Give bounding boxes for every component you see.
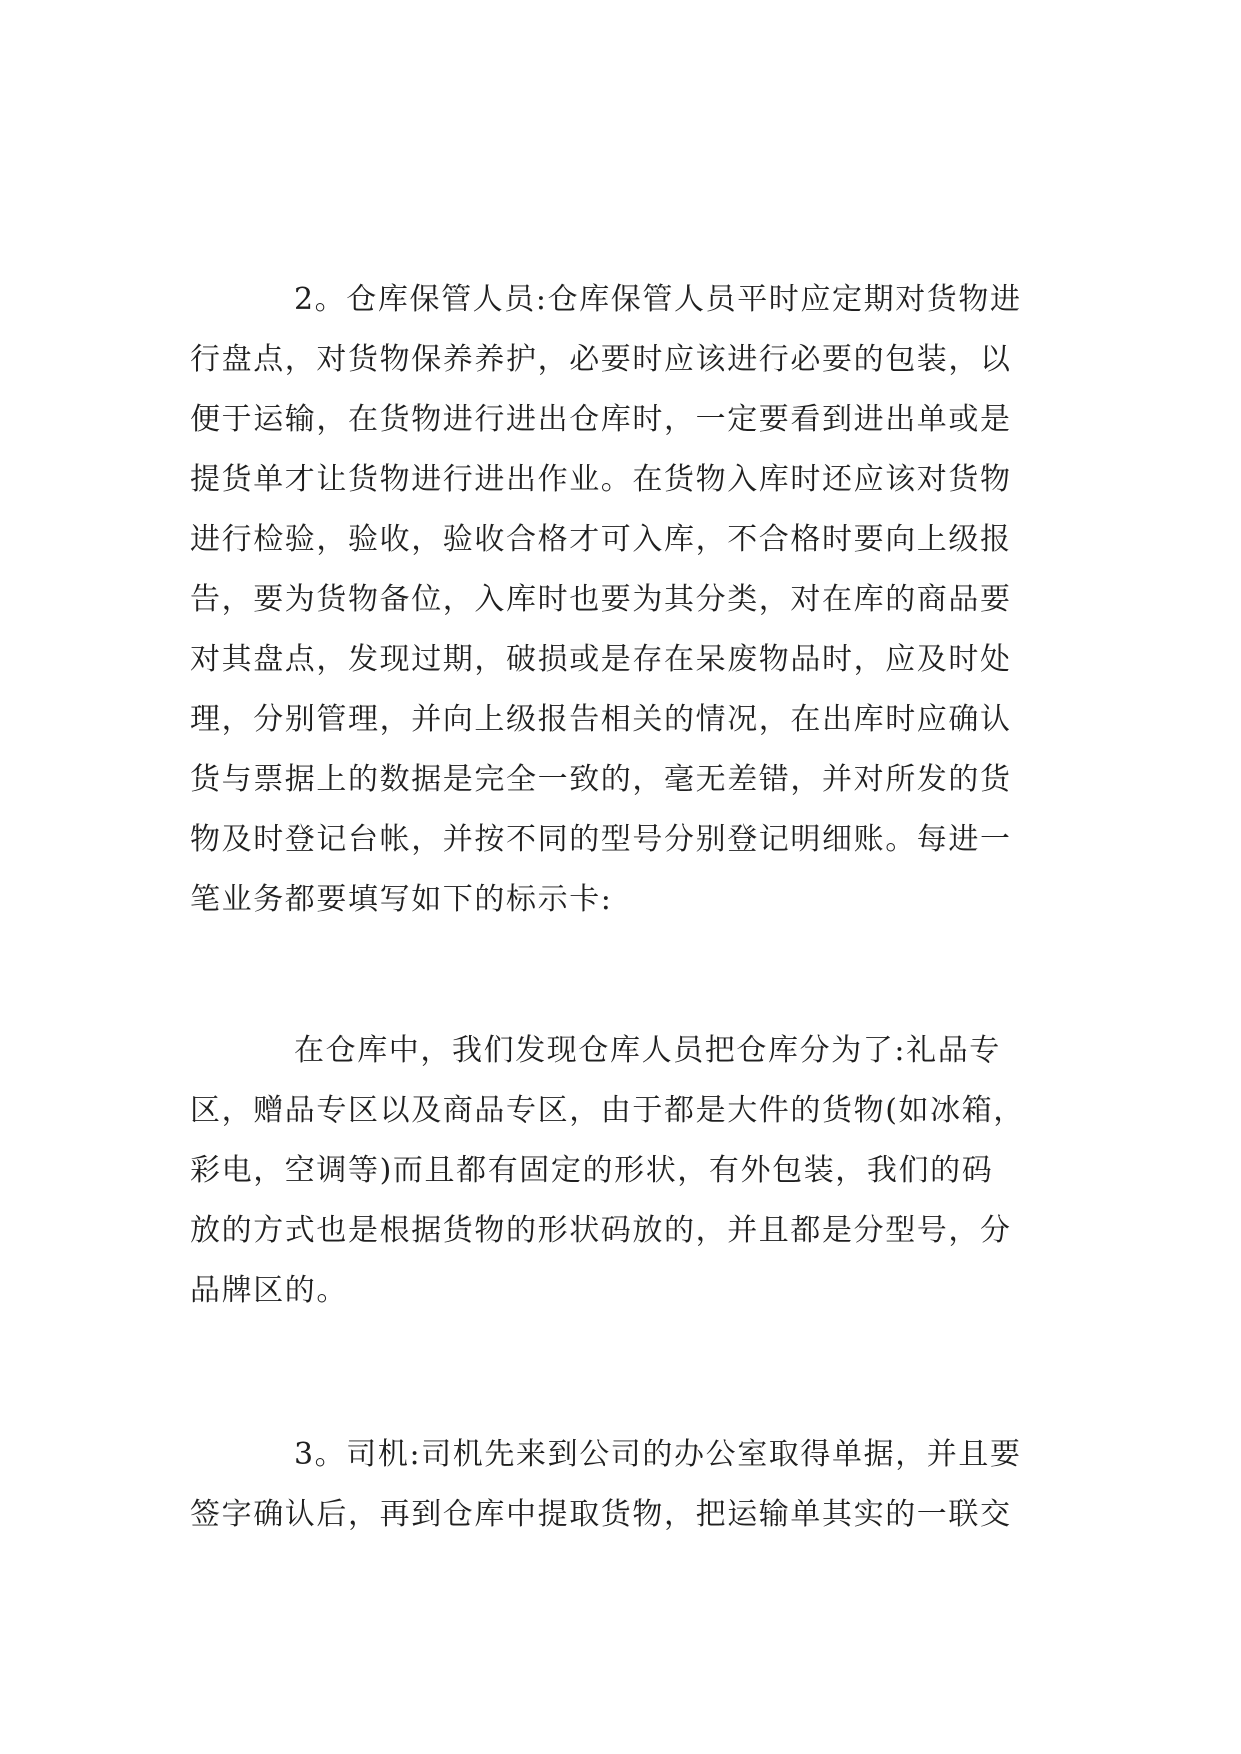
paragraph-line: 签字确认后，再到仓库中提取货物，把运输单其实的一联交 (190, 1497, 1012, 1532)
paragraph-driver (190, 1425, 1070, 1545)
paragraph-line: 放的方式也是根据货物的形状码放的，并且都是分型号，分 (190, 1213, 1012, 1248)
paragraph-line: 2。仓库保管人员:仓库保管人员平时应定期对货物进 (294, 282, 1022, 317)
paragraph-line: 彩电，空调等)而且都有固定的形状，有外包装，我们的码 (190, 1153, 994, 1188)
paragraph-line: 对其盘点，发现过期，破损或是存在呆废物品时，应及时处 (190, 642, 1012, 677)
paragraph-line: 在仓库中，我们发现仓库人员把仓库分为了:礼品专 (294, 1033, 1001, 1068)
paragraph-line: 进行检验，验收，验收合格才可入库，不合格时要向上级报 (190, 522, 1012, 557)
paragraph-line: 物及时登记台帐，并按不同的型号分别登记明细账。每进一 (190, 822, 1012, 857)
paragraph-line: 3。司机:司机先来到公司的办公室取得单据，并且要 (294, 1437, 1022, 1472)
paragraph-line: 品牌区的。 (190, 1273, 348, 1308)
paragraph-line: 货与票据上的数据是完全一致的，毫无差错，并对所发的货 (190, 762, 1012, 797)
paragraph-warehouse-keeper (190, 270, 1070, 930)
paragraph-line: 区，赠品专区以及商品专区，由于都是大件的货物(如冰箱， (190, 1093, 1025, 1128)
paragraph-line: 提货单才让货物进行进出作业。在货物入库时还应该对货物 (190, 462, 1012, 497)
paragraph-line: 行盘点，对货物保养养护，必要时应该进行必要的包装，以 (190, 342, 1012, 377)
paragraph-warehouse-zones (190, 1021, 1070, 1321)
paragraph-line: 理，分别管理，并向上级报告相关的情况，在出库时应确认 (190, 702, 1012, 737)
paragraph-line: 告，要为货物备位，入库时也要为其分类，对在库的商品要 (190, 582, 1012, 617)
paragraph-line: 笔业务都要填写如下的标示卡: (190, 882, 613, 917)
paragraph-line: 便于运输，在货物进行进出仓库时，一定要看到进出单或是 (190, 402, 1012, 437)
